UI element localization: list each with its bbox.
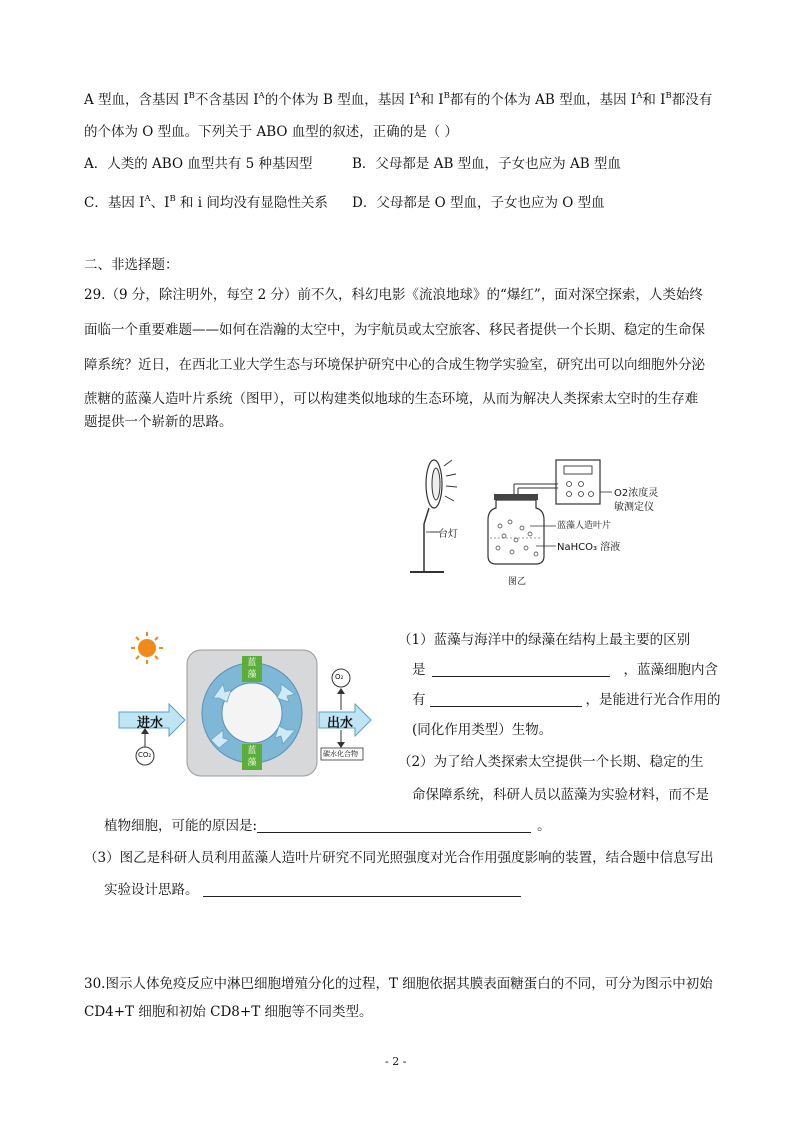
answer-blank-1[interactable] xyxy=(432,662,610,677)
q28-line1: A 型血，含基因 $I^B$不含基因 $I^A$的个体为 B 型血，基因 $I^A$和 $I^B$都有的个体为 AB 型血，基因 $I^A$和 $I^B$都没有 xyxy=(84,91,713,108)
q29-part1-line2: 是 ，蓝藻细胞内含 xyxy=(412,662,718,678)
answer-blank-4[interactable] xyxy=(203,882,521,897)
answer-blank-3[interactable] xyxy=(257,818,531,833)
solution-label: NaHCO₃ 溶液 xyxy=(557,542,621,553)
q29-part2-line3: 植物细胞，可能的原因是: 。 xyxy=(104,818,551,834)
section-heading: 二、非选择题： xyxy=(84,257,179,273)
q29-line2: 面临一个重要难题——如何在浩瀚的太空中，为宇航员或太空旅客、移民者提供一个长期、稳定的生命保 xyxy=(84,322,705,338)
outflow-label: 出水 xyxy=(327,716,354,731)
q29-part1-line1: （1）蓝藻与海洋中的绿藻在结构上最主要的区别 xyxy=(398,632,691,648)
co2-label: CO₂ xyxy=(138,751,152,759)
figure-jia xyxy=(113,628,393,778)
page-number: - 2 - xyxy=(385,1055,407,1068)
q28-option-c: C．基因 $I^A$、$I^B$ 和 i 间均没有显隐性关系 xyxy=(84,194,328,211)
q29-part1-line3: 有 ，是能进行光合作用的 xyxy=(412,692,721,708)
q30-line2: CD4+T 细胞和初始 CD8+T 细胞等不同类型。 xyxy=(84,1004,373,1020)
q28-option-a: A．人类的 ABO 血型共有 5 种基因型 xyxy=(84,156,313,172)
q28-option-d: D．父母都是 O 型血，子女也应为 O 型血 xyxy=(352,195,605,211)
q29-part2-line2: 命保障系统，科研人员以蓝藻为实验材料，而不是 xyxy=(412,787,709,803)
meter-label-2: 敏测定仪 xyxy=(614,502,654,513)
q29-line4: 蔗糖的蓝藻人造叶片系统（图甲），可以构建类似地球的生态环境，从而为解决人类探索太空时的生存难 xyxy=(84,391,699,407)
figure-yi xyxy=(396,454,696,594)
inflow-label: 进水 xyxy=(137,716,164,731)
q29-line1: 29.（9 分，除注明外，每空 2 分）前不久，科幻电影《流浪地球》的“爆红”，面对深空探索，人类始终 xyxy=(84,287,703,303)
carbohydrate-label: 碳水化合物 xyxy=(323,750,358,758)
figure-yi-caption: 图乙 xyxy=(508,577,527,587)
q30-line1: 30.图示人体免疫反应中淋巴细胞增殖分化的过程，T 细胞依据其膜表面糖蛋白的不同，可分为图示中初始 xyxy=(84,976,713,992)
algae-label-top: 蓝藻 xyxy=(247,658,257,680)
q29-part2-line1: （2）为了给人类探索太空提供一个长期、稳定的生 xyxy=(398,754,704,770)
q28-line2: 的个体为 O 型血。下列关于 ABO 血型的叙述，正确的是（ ） xyxy=(84,124,459,140)
answer-blank-2[interactable] xyxy=(430,692,582,707)
o2-label: O₂ xyxy=(335,673,344,681)
q29-part3-line2: 实验设计思路。 xyxy=(104,880,521,900)
q29-part3-line1: （3）图乙是科研人员利用蓝藻人造叶片研究不同光照强度对光合作用强度影响的装置，结合题中信息写出 xyxy=(84,850,714,866)
q29-line5: 题提供一个崭新的思路。 xyxy=(84,414,233,430)
q29-part1-line4: (同化作用类型）生物。 xyxy=(412,722,553,738)
q29-line3: 障系统？近日，在西北工业大学生态与环境保护研究中心的合成生物学实验室，研究出可以向细胞外分泌 xyxy=(84,357,705,373)
apparatus-diagram xyxy=(396,454,696,594)
algae-label-bottom: 蓝藻 xyxy=(247,746,257,768)
lamp-label: 台灯 xyxy=(438,529,458,540)
meter-label-1: O2浓度灵 xyxy=(614,488,659,499)
q28-option-b: B．父母都是 AB 型血，子女也应为 AB 型血 xyxy=(352,156,621,172)
leaf-label: 蓝藻人造叶片 xyxy=(557,521,612,531)
